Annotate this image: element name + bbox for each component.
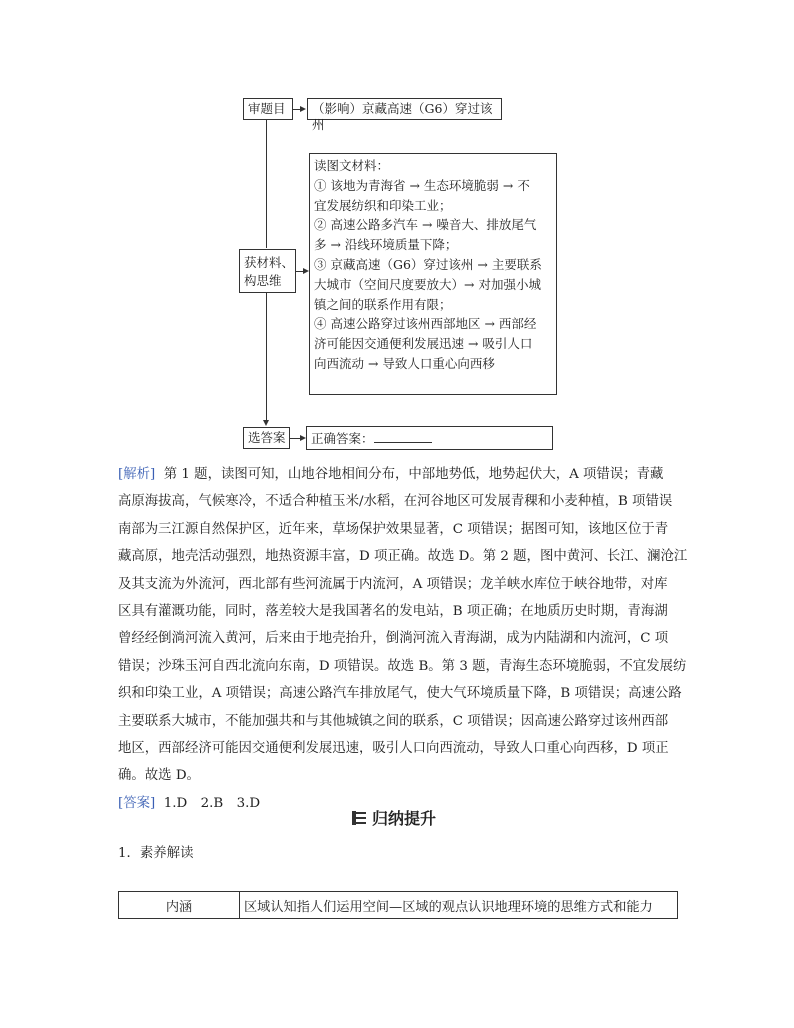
material-line: 向西流动 → 导致人口重心向西移: [314, 355, 495, 371]
step3-content: 正确答案：: [311, 431, 374, 446]
main-vertical-line: [266, 120, 267, 248]
analysis-line: 南部为三江源自然保护区，近年来，草场保护效果显著，C 项错误；据图可知，该地区位于青: [118, 521, 669, 537]
table-row: [119, 892, 678, 919]
analysis-line: 区具有灌溉功能，同时，落差较大是我国著名的发电站，B 项正确；在地质历史时期，青海湖: [118, 604, 668, 620]
analysis-line: 高原海拔高，气候寒冷，不适合种植玉米/水稻，在河谷地区可发展青稞和小麦种植，B 项错误: [118, 494, 673, 510]
step1-label-box: [243, 98, 293, 120]
analysis-line: 织和印染工业，A 项错误；高速公路汽车排放尾气，使大气环境质量下降，B 项错误；高速公路: [118, 686, 682, 702]
analysis-line: 及其支流为外流河，西北部有些河流属于内流河，A 项错误；龙羊峡水库位于峡谷地带，对库: [118, 576, 668, 592]
step1-arrow-icon: [300, 106, 306, 112]
analysis-section: [118, 461, 688, 817]
material-line: 读图文材料：: [314, 158, 390, 173]
material-line: 镇之间的联系作用有限；: [314, 296, 452, 312]
answer-tag: [答案]: [118, 795, 156, 811]
material-line: ① 该地为青海省 → 生态环境脆弱 → 不: [314, 177, 530, 193]
material-line: 多 → 沿线环境质量下降；: [314, 237, 458, 253]
step1-content-box: [307, 98, 502, 132]
material-line: ③ 京藏高速（G6）穿过该州 → 主要联系: [314, 256, 542, 272]
list-heading-icon: [352, 811, 366, 825]
analysis-line: 地区，西部经济可能因交通便利发展迅速，吸引人口向西流动，导致人口重心向西移，D 项正: [118, 741, 669, 757]
section-heading-text: 归纳提升: [372, 809, 437, 828]
analysis-line: 曾经经倒淌河流入黄河，后来由于地壳抬升，倒淌河流入青海湖，成为内陆湖和内流河，C 项: [118, 631, 669, 647]
main-vertical-line-lower: [266, 293, 267, 420]
literacy-table: [118, 891, 678, 919]
analysis-line: 错误；沙珠玉河自西北流向东南，D 项错误。故选 B。第 3 题，青海生态环境脆弱，不宜发展纺: [118, 658, 687, 674]
section-heading: [352, 806, 436, 829]
step3-label-box: [243, 427, 290, 449]
analysis-tag: [解析]: [118, 467, 156, 482]
analysis-line: 确。故选 D。: [118, 768, 200, 784]
table-cell-label: 内涵: [119, 892, 240, 919]
analysis-line: 主要联系大城市，不能加强共和与其他城镇之间的联系，C 项错误；因高速公路穿过该州西部: [118, 713, 669, 729]
step2-label-box: [239, 249, 296, 293]
step3-label: 选答案: [248, 430, 286, 445]
material-line: 宜发展纺织和印染工业；: [314, 197, 452, 213]
analysis-line: 藏高原，地壳活动强烈，地热资源丰富，D 项正确。故选 D。第 2 题，图中黄河、长江、澜沧江: [118, 549, 688, 565]
material-box: [309, 153, 557, 395]
step2-label-line2: 构思维: [244, 273, 282, 288]
section-subheading: 1．素养解读: [118, 846, 194, 861]
table-cell-content: 区域认知指人们运用空间—区域的观点认识地理环境的思维方式和能力: [240, 892, 678, 919]
material-line: 济可能因交通便利发展迅速 → 吸引人口: [314, 336, 533, 352]
material-line: 大城市（空间尺度要放大）→ 对加强小城: [314, 276, 541, 292]
material-line: ② 高速公路多汽车 → 噪音大、排放尾气: [314, 217, 537, 233]
down-arrow-icon: [263, 420, 269, 426]
step1-content: （影响）京藏高速（G6）穿过该州: [312, 101, 493, 132]
material-line: ④ 高速公路穿过该州西部地区 → 西部经: [314, 316, 537, 332]
answer-blank: [374, 430, 432, 443]
step2-label-line1: 获材料、: [244, 255, 295, 270]
step1-label: 审题目: [248, 101, 286, 116]
step3-content-box: [306, 426, 553, 450]
answer-text: 1.D 2.B 3.D: [163, 795, 261, 811]
analysis-line: 第 1 题，读图可知，山地谷地相间分布，中部地势低，地势起伏大，A 项错误；青藏: [163, 467, 664, 482]
